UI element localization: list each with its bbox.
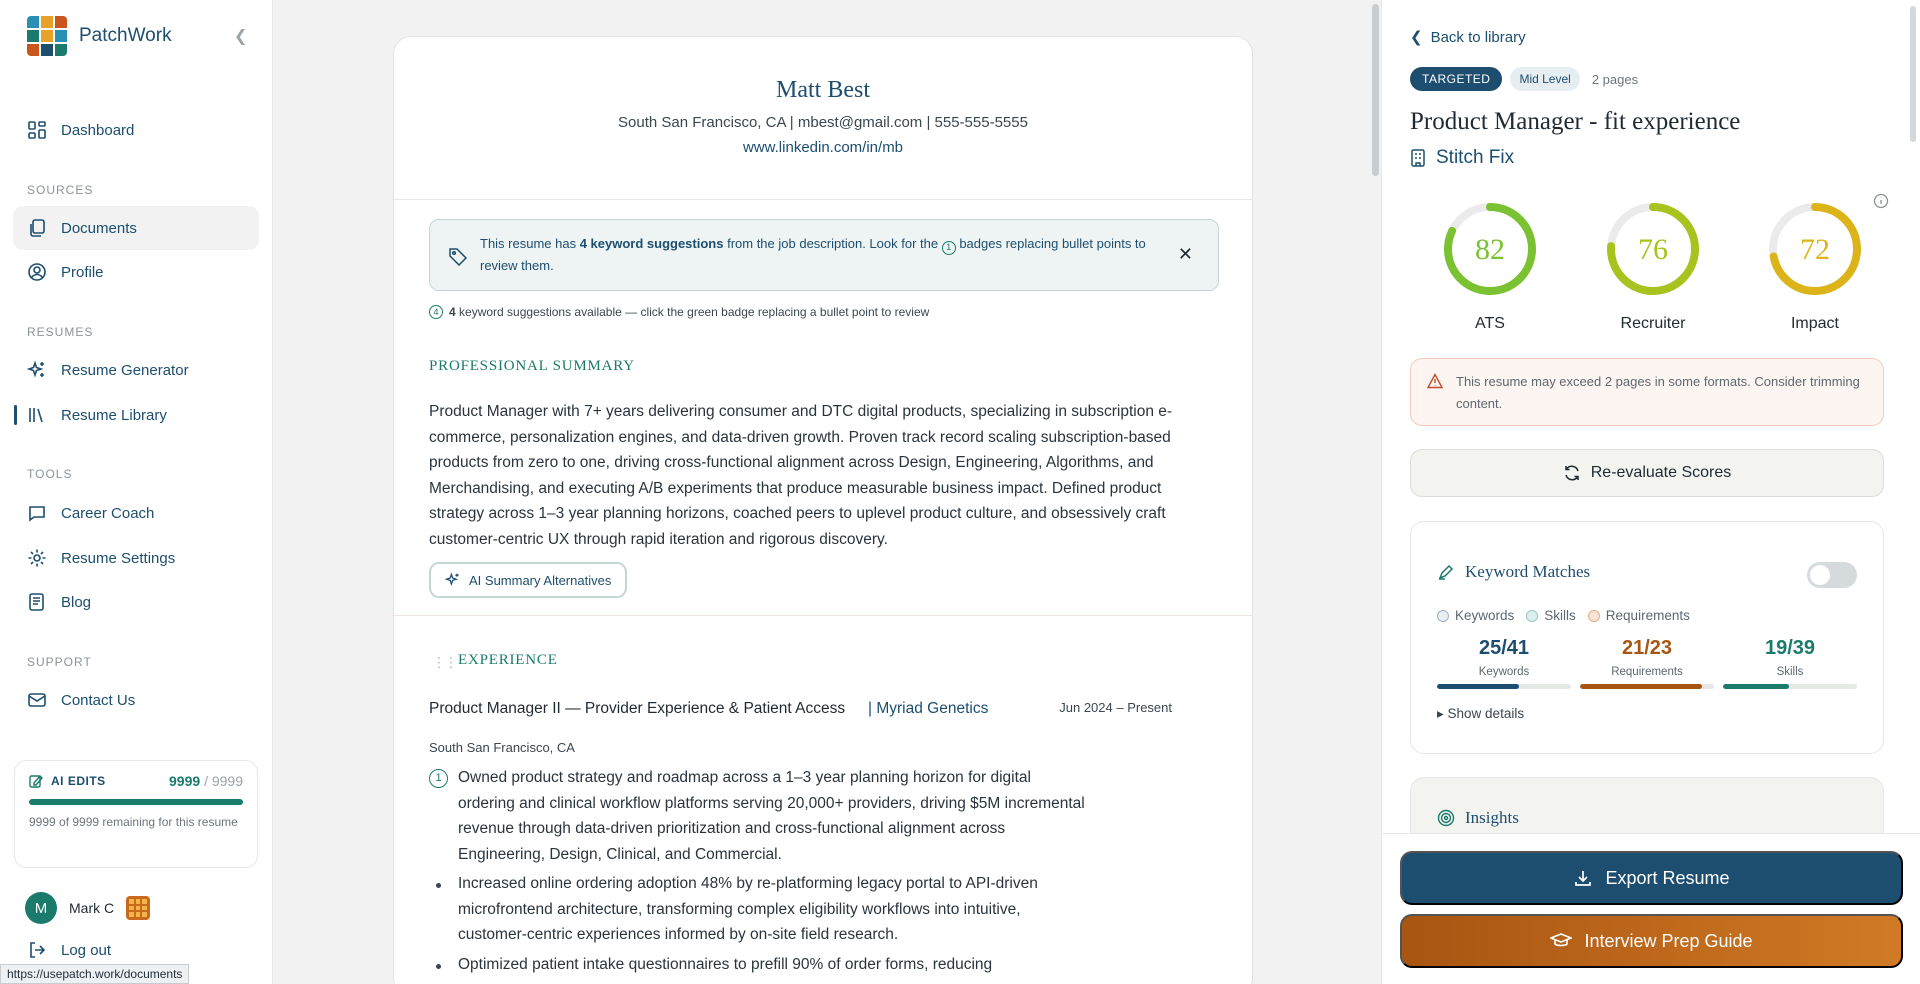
back-to-library-link[interactable]: ❮ Back to library <box>1410 28 1526 46</box>
bullet-item[interactable]: Optimized patient intake questionnaires to prefill 90% of order forms, reducing <box>429 952 1089 978</box>
stat-progress <box>1580 684 1714 689</box>
drag-handle-icon[interactable]: ⋮⋮ <box>432 654 456 670</box>
page-count: 2 pages <box>1591 71 1639 87</box>
section-divider <box>394 615 1252 616</box>
close-icon[interactable]: ✕ <box>1177 244 1193 264</box>
score-gauge-recruiter <box>1603 199 1703 333</box>
resume-contact[interactable]: South San Francisco, CA | mbest@gmail.com | 555-555-5555 <box>618 114 1028 131</box>
badge-sample-icon: 1 <box>942 241 956 255</box>
sidebar-item-resume-generator[interactable] <box>13 348 259 392</box>
sidebar-item-label: Career Coach <box>61 504 155 522</box>
summary-text[interactable]: Product Manager with 7+ years delivering consumer and DTC digital products, specializing in subscription e-commerce, personalization engines, and data-driven growth. Proven track record scaling subscription-based products from zero to one, driving cross-functional alignment across Design, Engineering, Algorithms, and Merchandising, and executing A/B experiments that produce measurable business impact. Defined product strategy across 1–3 year planning horizons, coached peers to uplevel product culture, and obsessively craft customer-centric UX through rapid iteration and rigorous discovery. <box>429 403 1173 548</box>
ai-edits-label: AI EDITS <box>29 774 106 788</box>
sidebar-item-label: Documents <box>61 219 137 237</box>
resume-title: Product Manager - fit experience <box>1410 108 1741 135</box>
score-label: Impact <box>1790 315 1839 332</box>
suggestion-badge-icon: 4 <box>429 305 443 319</box>
stat-fill <box>1723 684 1789 689</box>
keyword-legend <box>1437 608 1690 623</box>
sidebar-item-resume-library[interactable] <box>13 393 259 437</box>
targeted-badge: TARGETED <box>1410 67 1502 91</box>
resume-document <box>393 36 1253 984</box>
keyword-matches-card <box>1410 521 1884 754</box>
brand-name: PatchWork <box>79 25 172 46</box>
keyword-stats <box>1437 637 1857 689</box>
dashboard-icon <box>27 120 47 140</box>
newspaper-icon <box>27 592 47 612</box>
info-icon[interactable] <box>1873 193 1889 209</box>
stat-keywords <box>1437 637 1571 689</box>
sidebar-item-label: Resume Settings <box>61 549 176 567</box>
legend-keywords[interactable]: Keywords <box>1437 608 1514 623</box>
stat-value: 21/23 <box>1621 637 1673 659</box>
stat-progress <box>1437 684 1571 689</box>
graduation-cap-icon <box>1550 931 1572 951</box>
job-location[interactable]: South San Francisco, CA <box>429 740 575 755</box>
highlight-toggle[interactable] <box>1807 562 1857 588</box>
sparkles-icon <box>445 572 461 588</box>
sidebar-item-contact-us[interactable] <box>13 678 259 722</box>
logout-icon <box>27 940 47 960</box>
score-label: Recruiter <box>1620 315 1686 332</box>
level-badge: Mid Level <box>1510 67 1579 91</box>
stat-fill <box>1580 684 1702 689</box>
sidebar-item-label: Profile <box>61 263 104 281</box>
suggestion-badge[interactable]: 1 <box>429 769 448 788</box>
ai-edits-progress <box>29 799 243 805</box>
chat-icon <box>27 503 47 523</box>
building-icon <box>1410 149 1426 167</box>
summary-title: PROFESSIONAL SUMMARY <box>429 358 635 374</box>
legend-skills[interactable]: Skills <box>1526 608 1576 623</box>
sidebar-item-label: Resume Generator <box>61 361 189 379</box>
section-tools: TOOLS <box>27 467 73 481</box>
warning-icon <box>1427 373 1443 389</box>
score-value: 72 <box>1800 233 1830 266</box>
sidebar-item-resume-settings[interactable] <box>13 536 259 580</box>
page-length-warning: This resume may exceed 2 pages in some formats. Consider trimming content. <box>1410 358 1884 426</box>
keyword-suggestions-note: 4 4 keyword suggestions available — click the green badge replacing a bullet point to review <box>429 305 929 319</box>
section-sources: SOURCES <box>27 183 94 197</box>
documents-icon <box>27 218 47 238</box>
show-details-toggle[interactable]: ▸ Show details <box>1437 706 1525 721</box>
score-value: 76 <box>1638 233 1668 266</box>
ai-edits-note: 9999 of 9999 remaining for this resume <box>29 815 238 829</box>
gear-icon <box>27 548 47 568</box>
stat-fill <box>1437 684 1519 689</box>
chevron-left-icon: ❮ <box>1410 29 1423 46</box>
resume-header <box>394 37 1252 200</box>
score-ring <box>1765 199 1865 299</box>
ai-edits-card <box>14 760 258 868</box>
stat-value: 25/41 <box>1478 637 1530 659</box>
tag-icon <box>448 246 468 266</box>
stat-requirements <box>1580 637 1714 689</box>
sidebar-item-blog[interactable] <box>13 580 259 624</box>
insights-card[interactable] <box>1410 777 1884 837</box>
stat-value: 19/39 <box>1764 637 1816 659</box>
logout-link[interactable]: Log out <box>27 940 111 960</box>
brand[interactable] <box>27 16 172 56</box>
company-name: Stitch Fix <box>1410 147 1514 169</box>
sidebar-item-documents[interactable] <box>13 206 259 250</box>
sidebar-item-label: Dashboard <box>61 121 135 139</box>
section-resumes: RESUMES <box>27 325 94 339</box>
section-support: SUPPORT <box>27 655 92 669</box>
experience-title: EXPERIENCE <box>458 652 558 668</box>
user-name: Mark C <box>69 900 115 916</box>
avatar: M <box>25 892 57 924</box>
ai-summary-button[interactable]: AI Summary Alternatives <box>429 562 627 598</box>
action-bar <box>1382 833 1920 984</box>
resume-link[interactable]: www.linkedin.com/in/mb <box>742 139 904 156</box>
sidebar-item-profile[interactable] <box>13 250 259 294</box>
score-value: 82 <box>1475 233 1505 266</box>
url-tooltip: https://usepatch.work/documents <box>0 964 189 984</box>
download-icon <box>1573 868 1593 888</box>
stat-label: Keywords <box>1478 666 1530 678</box>
interview-prep-button[interactable]: Interview Prep Guide <box>1400 914 1903 968</box>
bullet-item[interactable]: Increased online ordering adoption 48% by re-platforming legacy portal to API-driven microfrontend architecture, transforming complex eligibility workflows into intuitive, customer-centric experiences informed by on-site field research. <box>429 871 1089 948</box>
patchwork-badge-icon <box>126 896 150 920</box>
ai-edits-count: 9999 / 9999 <box>169 773 243 789</box>
bullet-item[interactable]: 1 Owned product strategy and roadmap across a 1–3 year planning horizon for digital ordering and clinical workflow platforms serving 20,000+ providers, driving $5M incremental revenue through data-driven prioritization and cross-functional alignment across Engineering, Design, Clinical, and Commercial. <box>429 765 1089 867</box>
export-resume-button[interactable]: Export Resume <box>1400 851 1903 905</box>
stat-label: Skills <box>1776 666 1804 678</box>
refresh-icon <box>1563 464 1581 482</box>
patchwork-logo-icon <box>27 16 67 56</box>
sidebar-item-dashboard[interactable] <box>13 108 259 152</box>
job-company[interactable]: | Myriad Genetics <box>868 700 989 717</box>
job-dates[interactable]: Jun 2024 – Present <box>1059 700 1172 715</box>
stat-progress <box>1723 684 1857 689</box>
insights-title: Insights <box>1437 808 1519 828</box>
sparkles-icon <box>27 360 47 380</box>
main-scrollbar[interactable] <box>1372 4 1379 176</box>
sidebar <box>0 0 273 984</box>
bullet-list <box>429 765 1089 981</box>
bullet-dot <box>436 964 441 969</box>
keyword-matches-title: Keyword Matches <box>1437 562 1590 582</box>
collapse-sidebar-icon[interactable]: ❮ <box>234 28 248 45</box>
keyword-count: 4 keyword suggestions <box>579 236 724 251</box>
sidebar-item-career-coach[interactable] <box>13 491 259 535</box>
resume-tags <box>1410 67 1638 91</box>
legend-requirements[interactable]: Requirements <box>1588 608 1690 623</box>
resume-name[interactable]: Matt Best <box>776 77 870 103</box>
profile-icon <box>27 262 47 282</box>
sidebar-item-label: Contact Us <box>61 691 136 709</box>
score-gauge-impact <box>1765 199 1865 333</box>
reevaluate-scores-button[interactable]: Re-evaluate Scores <box>1410 449 1884 497</box>
stat-skills <box>1723 637 1857 689</box>
library-icon <box>27 405 47 425</box>
pen-icon <box>1437 563 1455 581</box>
sidebar-item-label: Blog <box>61 593 92 611</box>
score-ring <box>1603 199 1703 299</box>
job-title[interactable]: Product Manager II — Provider Experience & Patient Access <box>429 700 846 717</box>
stat-label: Requirements <box>1611 666 1683 678</box>
user-menu[interactable] <box>25 892 150 924</box>
bullet-dot <box>436 883 441 888</box>
keyword-banner: This resume has 4 keyword suggestions from the job description. Look for the 1 badges replacing bullet points to review them. ✕ <box>429 219 1219 291</box>
score-gauge-ats <box>1440 199 1540 333</box>
score-label: ATS <box>1475 315 1505 332</box>
sidebar-item-label: Resume Library <box>61 406 167 424</box>
ai-edit-icon <box>29 774 43 788</box>
target-icon <box>1437 809 1455 827</box>
resume-details-panel <box>1381 0 1920 984</box>
panel-scrollbar[interactable] <box>1910 6 1916 142</box>
mail-icon <box>27 690 47 710</box>
score-ring <box>1440 199 1540 299</box>
